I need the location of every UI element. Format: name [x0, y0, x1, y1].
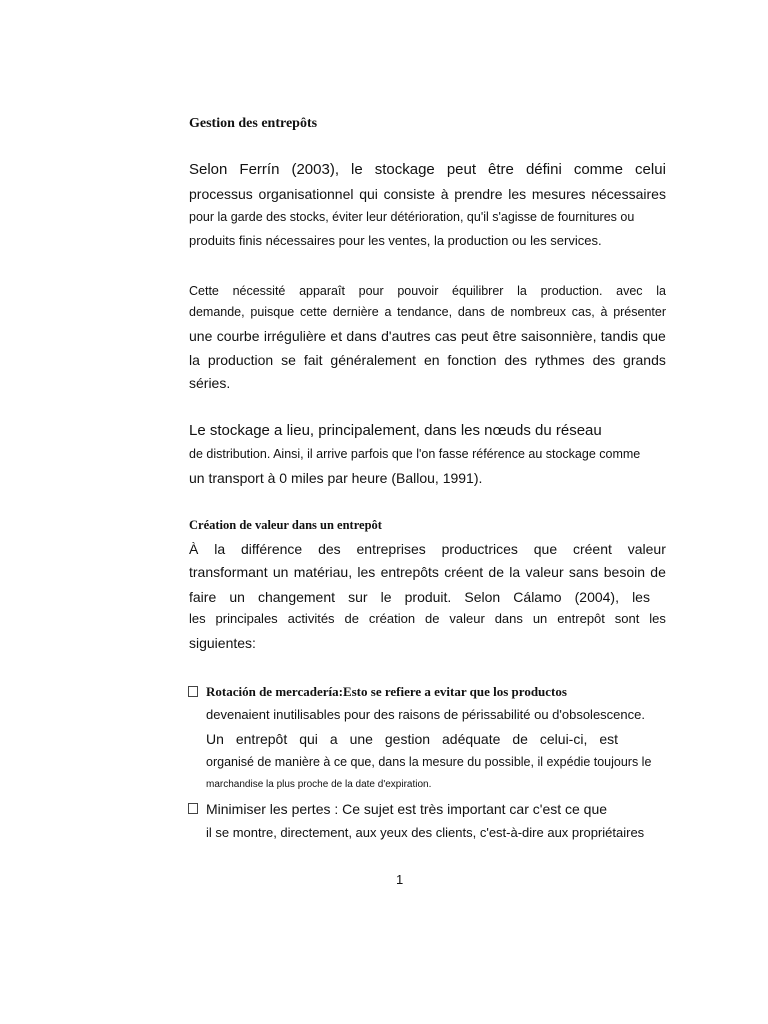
- word: produit.: [404, 589, 452, 605]
- word: que: [642, 328, 666, 344]
- bullet-1-line-5: marchandise la plus proche de la date d'expiration.: [206, 779, 432, 790]
- word: présenter: [613, 305, 666, 319]
- word: pour: [358, 284, 384, 298]
- word: d'autres: [381, 328, 431, 344]
- paragraph-4-line-2: [189, 563, 666, 581]
- word: rythmes: [534, 352, 585, 368]
- word: fonction: [447, 352, 497, 368]
- word: tendance,: [397, 305, 453, 319]
- word: entrepôts: [380, 564, 439, 580]
- bullet-square-icon: [188, 803, 198, 814]
- word: grands: [623, 352, 666, 368]
- word: créent: [444, 564, 484, 580]
- paragraph-4-line-4: [189, 610, 666, 628]
- word: le: [380, 589, 392, 605]
- word: celui-ci,: [539, 731, 588, 747]
- word: être: [488, 161, 514, 178]
- word: de: [490, 305, 505, 319]
- word: de: [344, 611, 359, 626]
- word: puisque: [250, 305, 295, 319]
- word: prendre: [454, 186, 503, 202]
- word: la: [189, 352, 200, 368]
- word: a: [384, 305, 392, 319]
- word: nécessaires: [591, 186, 666, 202]
- word: des: [318, 541, 341, 557]
- word: peut: [460, 328, 489, 344]
- word: sans: [568, 564, 599, 580]
- word: celui: [635, 161, 666, 178]
- word: les: [508, 186, 527, 202]
- word: à: [440, 186, 449, 202]
- word: cas,: [571, 305, 595, 319]
- word: une: [349, 731, 373, 747]
- word: stockage: [374, 161, 435, 178]
- word: généralement: [330, 352, 417, 368]
- word: (2003),: [291, 161, 339, 178]
- word: différence: [240, 541, 303, 557]
- word: une: [189, 328, 213, 344]
- paragraph-2-line-2: [189, 303, 666, 321]
- word: la: [517, 284, 527, 298]
- word: Ferrín: [239, 161, 280, 178]
- word: À: [189, 541, 199, 557]
- bullet-2-line-1: Minimiser les pertes : Ce sujet est très important car c'est ce que: [206, 801, 608, 817]
- word: les: [357, 564, 376, 580]
- paragraph-3-line-3: un transport à 0 miles par heure (Ballou, 1991).: [189, 470, 483, 486]
- word: a: [329, 731, 338, 747]
- word: Cálamo: [513, 589, 562, 605]
- word: équilibrer: [452, 284, 504, 298]
- word: avec: [616, 284, 643, 298]
- word: la: [214, 541, 226, 557]
- word: fait: [303, 352, 323, 368]
- word: pouvoir: [397, 284, 439, 298]
- paragraph-2-line-4: [189, 351, 666, 369]
- word: Un: [206, 731, 224, 747]
- word: valeur: [627, 541, 666, 557]
- word: la: [509, 564, 521, 580]
- word: cette: [299, 305, 328, 319]
- word: valeur: [525, 564, 564, 580]
- word: courbe: [216, 328, 260, 344]
- word: sont: [614, 611, 640, 626]
- paragraph-2-line-1: [189, 282, 666, 300]
- paragraph-1-line-3: pour la garde des stocks, éviter leur détérioration, qu'il s'agisse de fournitures ou: [189, 210, 635, 224]
- paragraph-2-line-3: [189, 327, 666, 345]
- word: valeur: [449, 611, 485, 626]
- bullet-1-line-2: devenaient inutilisables pour des raisons de périssabilité ou d'obsolescence.: [206, 707, 645, 722]
- word: consiste: [383, 186, 435, 202]
- paragraph-1-line-2: [189, 185, 666, 203]
- word: entrepôt: [557, 611, 605, 626]
- paragraph-2-line-5: séries.: [189, 375, 231, 391]
- word: productrices: [441, 541, 518, 557]
- bullet-2-line-2: il se montre, directement, aux yeux des clients, c'est-à-dire aux propriétaires: [206, 825, 645, 840]
- word: transformant: [189, 564, 268, 580]
- word: des: [592, 352, 616, 368]
- word: qui: [299, 731, 318, 747]
- word: entrepôt: [235, 731, 288, 747]
- word: demande,: [189, 305, 245, 319]
- word: être: [492, 328, 517, 344]
- word: apparaît: [299, 284, 345, 298]
- word: les: [649, 611, 666, 626]
- word: à: [600, 305, 608, 319]
- word: irrégulière: [263, 328, 327, 344]
- word: dans: [494, 611, 523, 626]
- word: comme: [573, 161, 624, 178]
- word: nombreux: [510, 305, 566, 319]
- word: en: [423, 352, 440, 368]
- bullet-1-line-1: Rotación de mercadería:Esto se refiere a evitar que los productos: [206, 684, 567, 699]
- word: sur: [348, 589, 368, 605]
- word: un: [272, 564, 289, 580]
- word: dans: [346, 328, 377, 344]
- word: gestion: [384, 731, 431, 747]
- paragraph-4-line-1: [189, 540, 666, 558]
- word: création: [368, 611, 416, 626]
- word: la: [656, 284, 666, 298]
- word: un: [532, 611, 548, 626]
- section-heading: Création de valeur dans un entrepôt: [189, 518, 382, 532]
- page-title: Gestion des entrepôts: [189, 116, 318, 131]
- word: et: [330, 328, 343, 344]
- word: est: [599, 731, 618, 747]
- word: (2004),: [574, 589, 619, 605]
- word: Selon: [464, 589, 501, 605]
- word: de: [650, 564, 666, 580]
- word: processus: [189, 186, 253, 202]
- word: adéquate: [442, 731, 501, 747]
- word: un: [229, 589, 245, 605]
- paragraph-1-line-1: [189, 161, 666, 179]
- word: défini: [525, 161, 562, 178]
- word: le: [351, 161, 363, 178]
- paragraph-4-line-3: [189, 588, 650, 606]
- word: les: [189, 611, 206, 626]
- word: organisationnel: [258, 186, 354, 202]
- word: mesures: [531, 186, 586, 202]
- word: de: [512, 731, 528, 747]
- bullet-1-line-4: organisé de manière à ce que, dans la mesure du possible, il expédie toujours le: [206, 755, 652, 769]
- bullet-square-icon: [188, 686, 198, 697]
- word: entreprises: [356, 541, 426, 557]
- word: cas: [434, 328, 457, 344]
- word: production.: [540, 284, 603, 298]
- word: des: [504, 352, 527, 368]
- word: matériau,: [293, 564, 353, 580]
- word: dernière: [332, 305, 379, 319]
- word: changement: [257, 589, 336, 605]
- word: que: [533, 541, 558, 557]
- word: Cette: [189, 284, 219, 298]
- bullet-1-line-3: [206, 730, 618, 748]
- word: saisonnière,: [520, 328, 597, 344]
- paragraph-3-line-1: Le stockage a lieu, principalement, dans les nœuds du réseau: [189, 422, 602, 439]
- word: créent: [572, 541, 612, 557]
- word: de: [425, 611, 440, 626]
- word: activités: [287, 611, 335, 626]
- word: production: [207, 352, 274, 368]
- paragraph-3-line-2: de distribution. Ainsi, il arrive parfois que l'on fasse référence au stockage comme: [189, 447, 641, 461]
- paragraph-1-line-4: produits finis nécessaires pour les ventes, la production ou les services.: [189, 233, 602, 248]
- word: de: [488, 564, 504, 580]
- word: les: [632, 589, 650, 605]
- word: faire: [189, 589, 217, 605]
- word: dans: [457, 305, 485, 319]
- word: se: [281, 352, 296, 368]
- paragraph-4-line-5: siguientes:: [189, 635, 256, 651]
- word: peut: [446, 161, 477, 178]
- word: principales: [215, 611, 278, 626]
- word: besoin: [603, 564, 646, 580]
- word: tandis: [600, 328, 639, 344]
- word: qui: [359, 186, 378, 202]
- word: Selon: [189, 161, 228, 178]
- page-number: 1: [396, 872, 404, 887]
- word: nécessité: [232, 284, 286, 298]
